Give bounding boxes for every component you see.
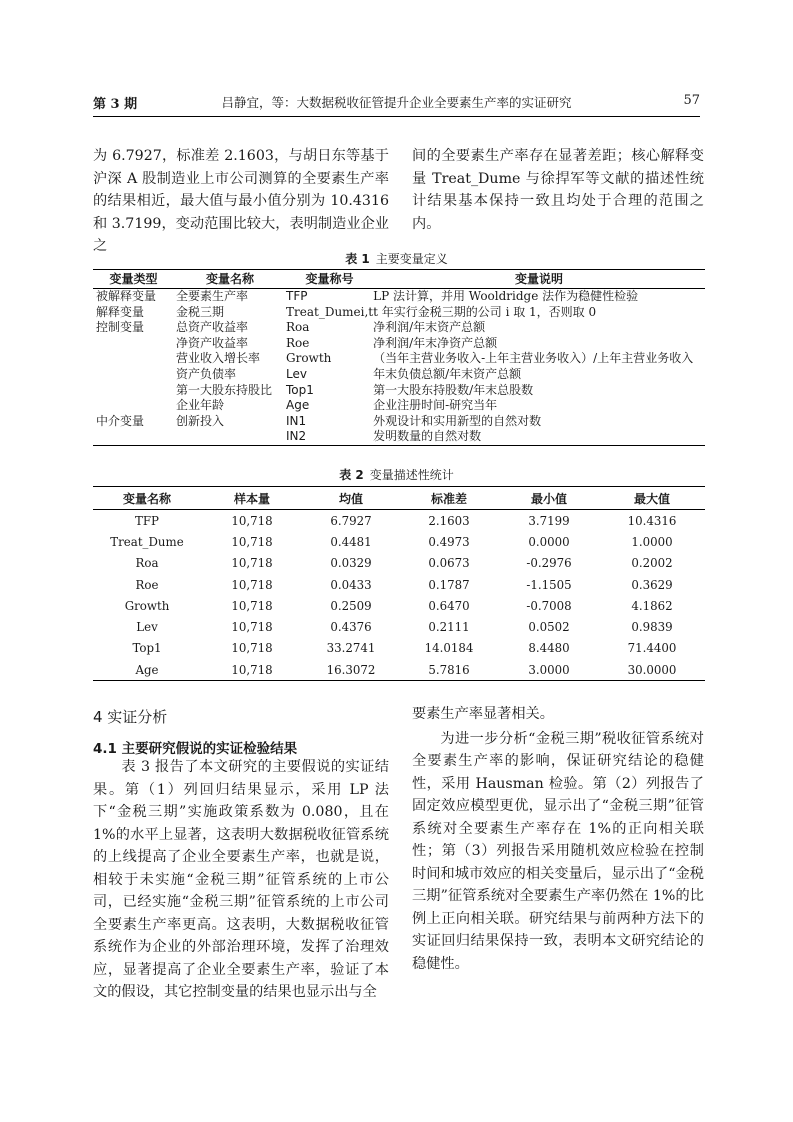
- table1-caption: [93, 250, 700, 267]
- robustness-paragraph: 为进一步分析“金税三期”税收征管系统对全要素生产率的影响，保证研究结论的稳健性，采用 Hausman 检验。第（2）列报告了固定效应模型更优，显示出了“金税三期”征管系统对全要素生产率存在 1%的正向相关联性；第（3）列报告采用随机效应检验在控制时间和城市效应的相关变量后，显示出了“金税三期”征管系统对全要素生产率仍然在 1%的比例上正向相关联。研究结果与前两种方法下的实证回归结果保持一致，表明本文研究结论的稳健性。: [412, 730, 704, 972]
- table-cell: 第一大股东持股比: [176, 382, 273, 397]
- table-cell: 33.2741: [326, 641, 376, 656]
- variable-definition-table: [93, 269, 705, 446]
- table-cell: 金税三期: [176, 304, 225, 319]
- table-row: [93, 305, 705, 321]
- table-cell: 10,718: [231, 513, 273, 528]
- table-cell: 0.4481: [330, 534, 372, 549]
- table-cell: 0.4376: [330, 620, 372, 635]
- table-cell: IN1: [286, 413, 307, 428]
- table-cell: 0.6470: [428, 598, 470, 613]
- table-cell: 解释变量: [96, 304, 145, 319]
- table-cell: IN2: [286, 429, 373, 445]
- table-cell: 0.2002: [631, 556, 673, 571]
- table1-header-row: [93, 270, 705, 289]
- table-cell: Top1: [132, 641, 162, 656]
- subsection-heading: 4.1 主要研究假说的实证检验结果: [93, 741, 298, 757]
- table-cell: 资产负债率: [176, 366, 237, 381]
- table-cell: 控制变量: [96, 320, 145, 335]
- table-cell: Treat_Dumei,t: [286, 304, 374, 319]
- descriptive-statistics-table: [93, 486, 705, 681]
- table-cell: 2.1603: [428, 513, 470, 528]
- table2-header-cell: 最大值: [599, 487, 705, 510]
- table-cell: 0.0000: [528, 534, 570, 549]
- continued-text: 要素生产率显著相关。: [412, 706, 554, 722]
- table1-caption-number: 表 1: [345, 252, 370, 266]
- intro-right-column: 间的全要素生产率存在显著差距；核心解释变量 Treat_Dume 与徐捍军等文献的描述性统计结果基本保持一致且均处于合理的范围之内。: [412, 148, 704, 232]
- table-cell: 0.3629: [631, 577, 673, 592]
- running-title: 吕静宜，等：大数据税收征管提升企业全要素生产率的实证研究: [221, 95, 572, 110]
- section-heading: 4 实证分析: [93, 708, 168, 726]
- table-cell: 0.2111: [428, 620, 470, 635]
- table-cell: 0.1787: [428, 577, 470, 592]
- table-cell: TFP: [286, 289, 308, 303]
- table-cell: 3.7199: [528, 513, 570, 528]
- issue-label: 第 3 期: [93, 97, 138, 112]
- table-cell: -0.7008: [526, 598, 572, 613]
- table-cell: 3.0000: [499, 659, 599, 681]
- table-cell: [93, 351, 174, 367]
- table1-header-cell: 变量说明: [373, 270, 705, 289]
- table-cell: 10,718: [231, 534, 273, 549]
- table-cell: [93, 336, 174, 352]
- table-cell: 全要素生产率: [176, 289, 249, 303]
- table-cell: 6.7927: [330, 513, 372, 528]
- table2-header-cell: 样本量: [201, 487, 303, 510]
- table-cell: 71.4400: [627, 641, 677, 656]
- table-cell: 8.4480: [528, 641, 570, 656]
- running-header: [93, 93, 700, 113]
- table-cell: LP 法计算，并用 Wooldridge 法作为稳健性检验: [373, 289, 639, 303]
- table-cell: [93, 398, 174, 414]
- table-cell: 0.2509: [330, 598, 372, 613]
- table2-header-row: [93, 487, 705, 510]
- table1-caption-text: 主要变量定义: [375, 252, 448, 266]
- table-cell: 0.9839: [631, 620, 673, 635]
- table-cell: 30.0000: [599, 659, 705, 681]
- table-cell: 营业收入增长率: [176, 351, 261, 366]
- table-cell: 0.0502: [528, 620, 570, 635]
- table2-header-cell: 最小值: [499, 487, 599, 510]
- table-row: [93, 398, 705, 414]
- table-row: [93, 510, 705, 532]
- intro-left-column: 为 6.7927，标准差 2.1603，与胡日东等基于沪深 A 股制造业上市公司测算的全要素生产率的结果相近，最大值与最小值分别为 10.4316 和 3.7199，变动范围比较大，表明制造业企业之: [93, 148, 389, 254]
- table2-caption: [93, 466, 700, 483]
- table-cell: 总资产收益率: [176, 320, 249, 335]
- table-row: [93, 659, 705, 681]
- table-cell: Growth: [286, 351, 332, 366]
- table-cell: [93, 383, 174, 399]
- table-row: [93, 351, 705, 367]
- table-cell: 1.0000: [631, 534, 673, 549]
- table-cell: 净利润/年末资产总额: [373, 320, 486, 335]
- table-row: [93, 616, 705, 637]
- table2-caption-number: 表 2: [339, 468, 364, 482]
- table-cell: 净资产收益率: [176, 335, 249, 350]
- table-cell: 10,718: [231, 641, 273, 656]
- table-cell: Roa: [135, 556, 159, 571]
- table-cell: Lev: [286, 366, 307, 381]
- table-cell: Growth: [124, 598, 170, 613]
- table-cell: 10.4316: [627, 513, 677, 528]
- table1-header-cell: 变量类型: [93, 270, 174, 289]
- table-row: [93, 429, 705, 445]
- table-cell: -1.1505: [526, 577, 572, 592]
- table-row: [93, 638, 705, 659]
- table2-caption-text: 变量描述性统计: [369, 468, 454, 482]
- table-cell: 5.7816: [399, 659, 499, 681]
- table-cell: TFP: [135, 513, 159, 528]
- table-cell: [93, 429, 174, 445]
- table-row: [93, 367, 705, 383]
- table-cell: Roe: [286, 335, 310, 350]
- table-cell: 创新投入: [176, 413, 225, 428]
- table-cell: 第一大股东持股数/年末总股数: [373, 382, 534, 397]
- table-cell: Age: [286, 398, 310, 413]
- table-cell: Roe: [135, 577, 159, 592]
- table-row: [93, 336, 705, 352]
- table2-header-cell: 标准差: [399, 487, 499, 510]
- table-cell: [93, 367, 174, 383]
- page-number: 57: [683, 93, 700, 108]
- table-cell: Roa: [286, 320, 310, 335]
- table-cell: 10,718: [201, 659, 303, 681]
- table-cell: 中介变量: [96, 413, 145, 428]
- section-right-column: [412, 703, 704, 975]
- table-cell: 0.0329: [330, 556, 372, 571]
- section-left-paragraph: 表 3 报告了本文研究的主要假说的实证结果。第（1）列回归结果显示，采用 LP 法下“金税三期”实施政策系数为 0.080，且在 1%的水平上显著，这表明大数据税收征管系统的上线提高了企业全要素生产率，也就是说，相较于未实施“金税三期”征管系统的上市公司，已经实施“金税三期”征管系统的上市公司全要素生产率更高。这表明，大数据税收征管系统作为企业的外部治理环境，发挥了治理效应，显著提高了企业全要素生产率，验证了本文的假设，其它控制变量的结果也显示出与全: [93, 759, 389, 1000]
- table-cell: 0.0433: [330, 577, 372, 592]
- table-cell: 10,718: [231, 556, 273, 571]
- table-row: [93, 289, 705, 305]
- table-row: [93, 574, 705, 595]
- table-cell: 企业年龄: [176, 398, 225, 413]
- table-row: [93, 595, 705, 616]
- table-cell: Treat_Dume: [110, 534, 184, 549]
- table-cell: 0.4973: [428, 534, 470, 549]
- table1-header-cell: 变量名称: [174, 270, 286, 289]
- table-row: [93, 531, 705, 552]
- table-cell: [174, 429, 286, 445]
- table-cell: （当年主营业务收入-上年主营业务收入）/上年主营业务收入: [373, 351, 694, 366]
- table-cell: -0.2976: [526, 556, 572, 571]
- table-cell: 外观设计和实用新型的自然对数: [373, 413, 542, 428]
- table-cell: 14.0184: [424, 641, 474, 656]
- table-row: [93, 320, 705, 336]
- table-cell: 10,718: [231, 577, 273, 592]
- table-row: [93, 553, 705, 574]
- table1-header-cell: 变量称号: [286, 270, 373, 289]
- table-cell: 被解释变量: [96, 289, 157, 303]
- table2-header-cell: 均值: [303, 487, 399, 510]
- table-cell: 10,718: [231, 620, 273, 635]
- table-cell: 0.0673: [428, 556, 470, 571]
- table-row: [93, 383, 705, 399]
- table-cell: 10,718: [231, 598, 273, 613]
- header-rule: [93, 116, 700, 117]
- table-row: [93, 414, 705, 430]
- table-cell: 发明数量的自然对数: [373, 429, 705, 445]
- table-cell: Lev: [136, 620, 158, 635]
- table-cell: Top1: [286, 382, 314, 397]
- table-cell: 16.3072: [303, 659, 399, 681]
- table-cell: t 年实行金税三期的公司 i 取 1，否则取 0: [373, 304, 597, 319]
- table-cell: Age: [93, 659, 201, 681]
- table2-header-cell: 变量名称: [93, 487, 201, 510]
- table-cell: 4.1862: [631, 598, 673, 613]
- table-cell: 年末负债总额/年末资产总额: [373, 366, 522, 381]
- table-cell: 净利润/年末净资产总额: [373, 335, 498, 350]
- table-cell: 企业注册时间-研究当年: [373, 398, 498, 413]
